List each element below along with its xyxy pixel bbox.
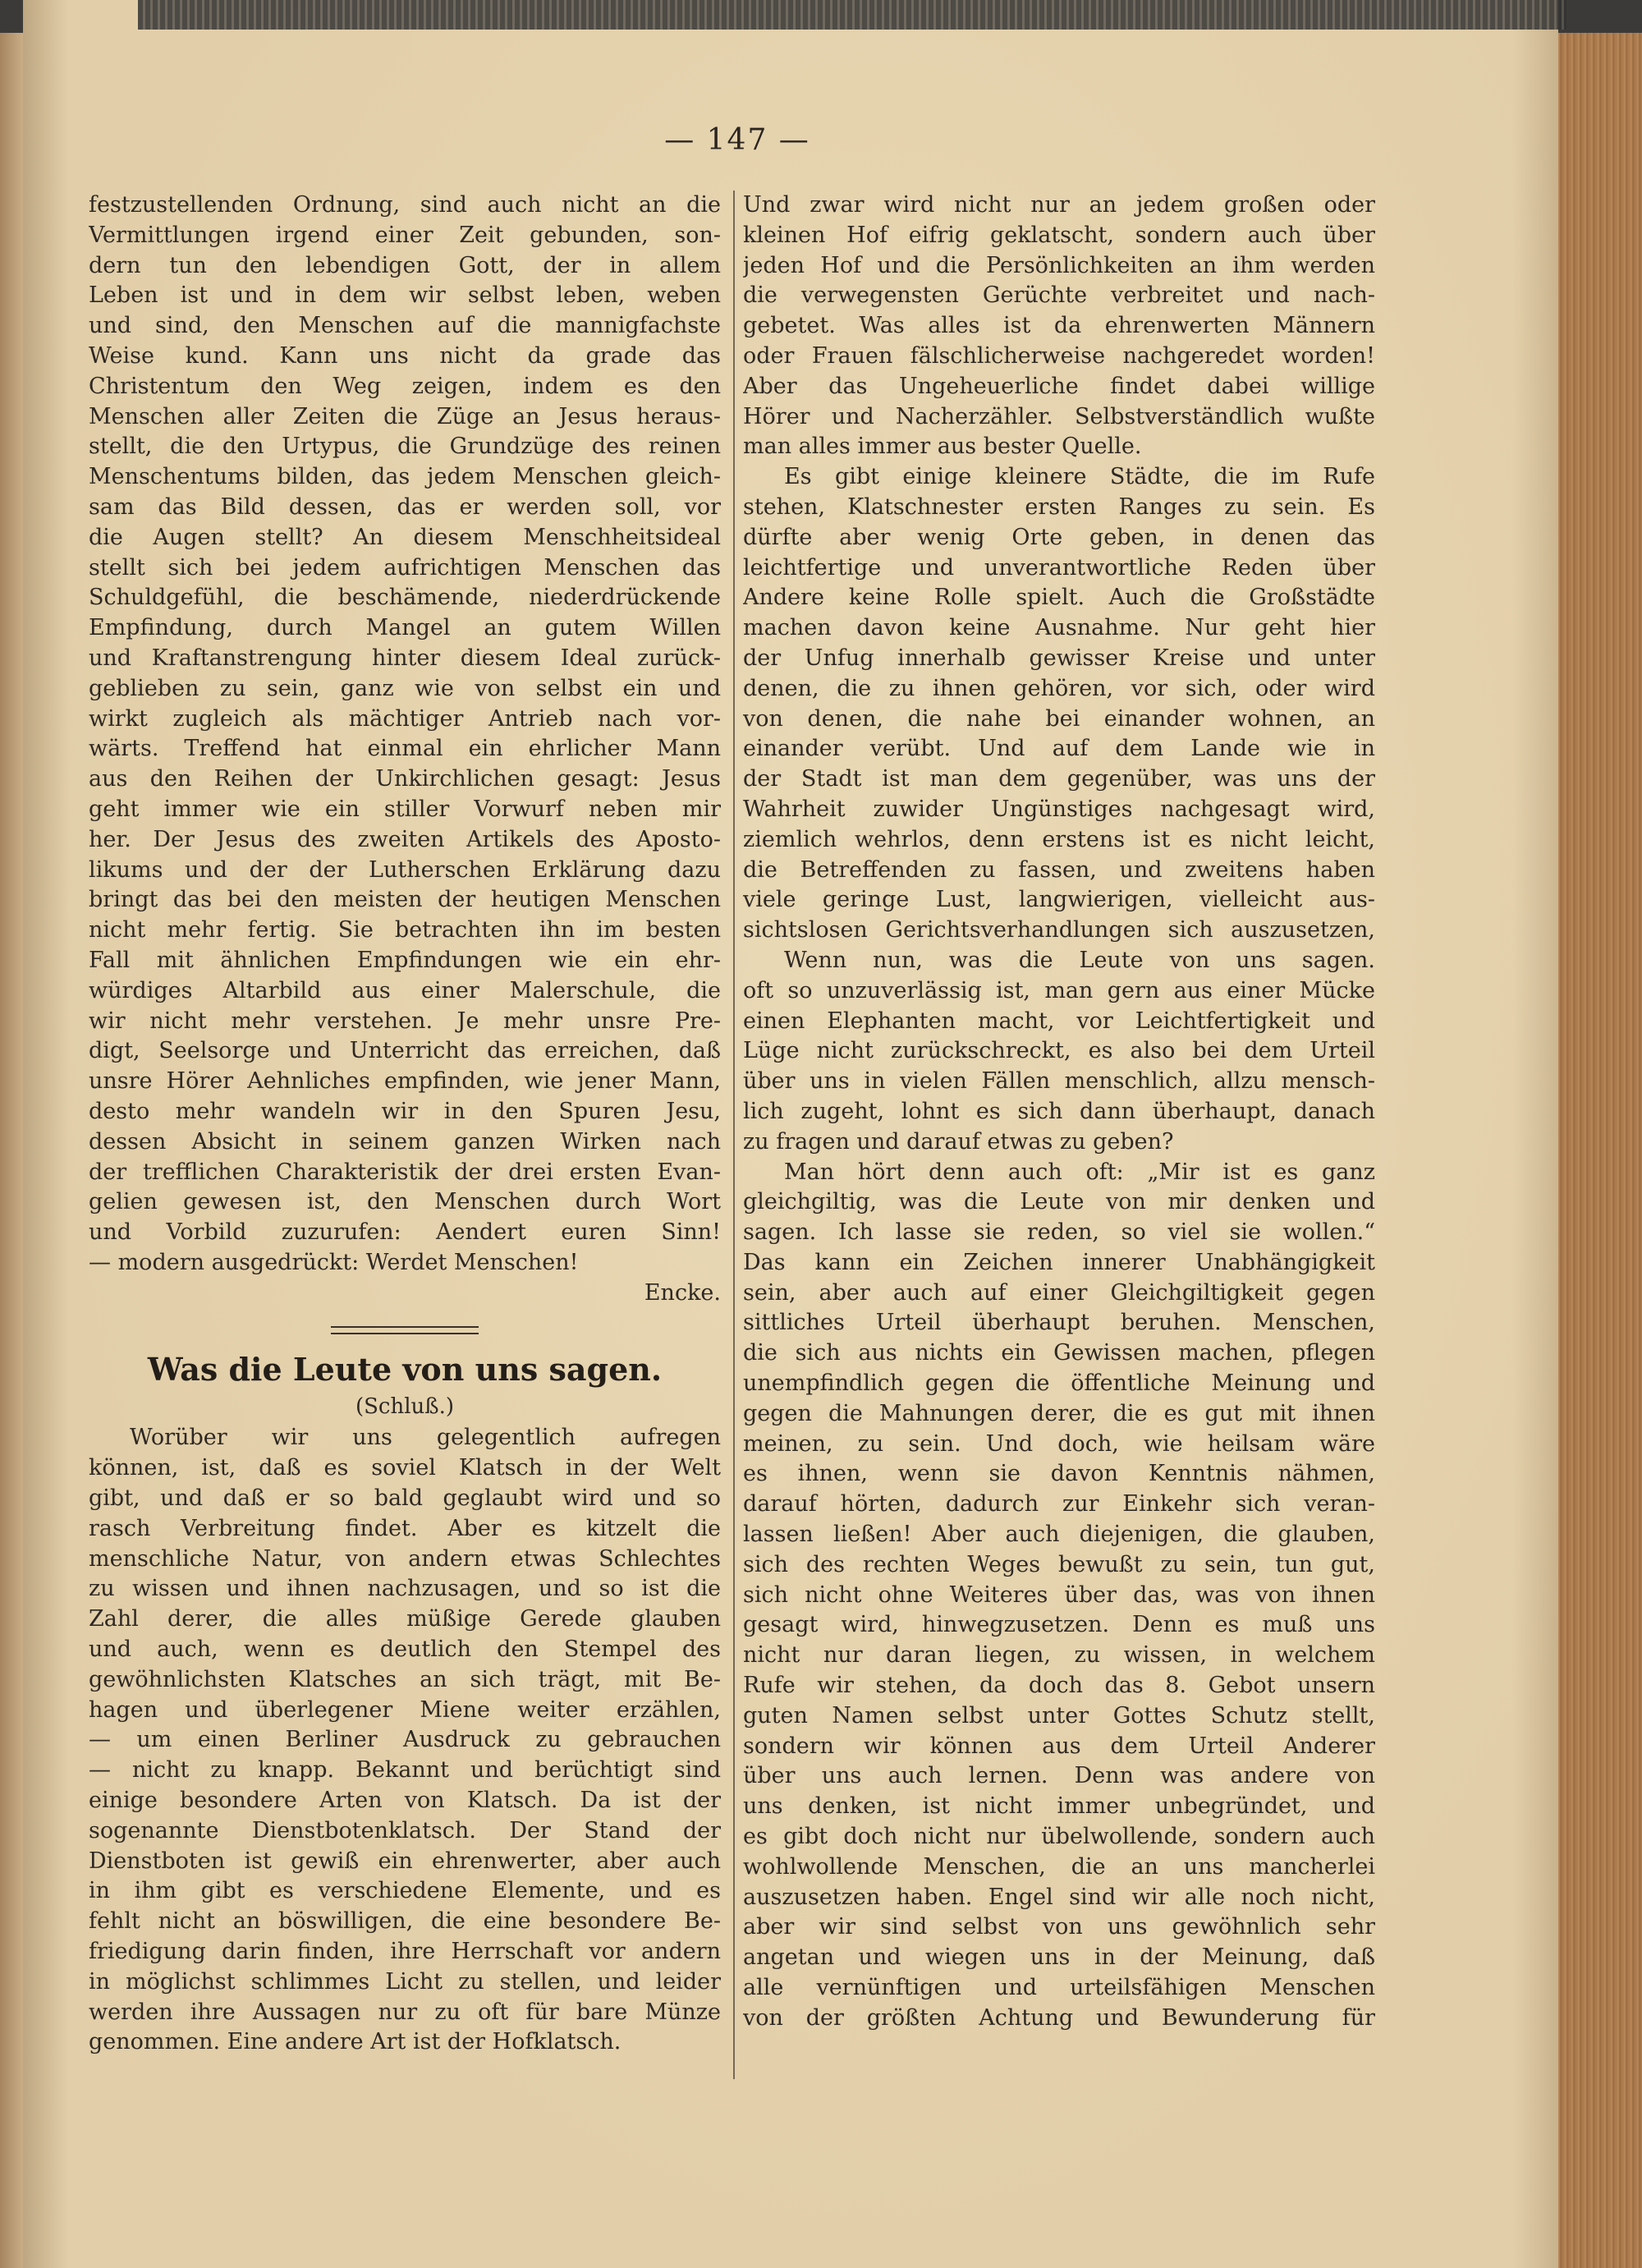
text-line: Es gibt einige kleinere Städte, die im Rufe [784,464,1375,490]
text-line: es ihnen, wenn sie davon Kenntnis nähmen, [743,1461,1375,1487]
text-line: oder Frauen fälschlicherweise nachgeredet worden! [743,342,1375,369]
text-line: es gibt doch nicht nur übelwollende, sondern auch [743,1824,1375,1850]
author-signature: Encke. [644,1279,721,1306]
text-line: wohlwollende Menschen, die an uns mancherlei [743,1853,1375,1880]
text-line: über uns auch lernen. Denn was andere von [743,1763,1375,1789]
text-line: Wahrheit zuwider Ungünstiges nachgesagt wird, [743,796,1375,822]
text-line: gewöhnlichsten Klatsches an sich trägt, mit Be- [89,1666,721,1692]
text-line: her. Der Jesus des zweiten Artikels des Aposto- [89,826,721,852]
text-line: gelien gewesen ist, den Menschen durch Wort [89,1189,721,1215]
text-line: und Vorbild zuzurufen: Aendert euren Sinn! [89,1219,721,1246]
text-line: genommen. Eine andere Art ist der Hofklatsch. [89,2029,621,2055]
text-line: wir nicht mehr verstehen. Je mehr unsre Pre- [89,1008,721,1034]
text-line: in ihm gibt es verschiedene Elemente, und es [89,1878,721,1904]
text-line: Wenn nun, was die Leute von uns sagen. [784,947,1375,973]
text-line: der trefflichen Charakteristik der drei ersten Evan- [89,1159,721,1185]
text-line: geblieben zu sein, ganz wie von selbst ein und [89,675,721,701]
column-divider [733,191,735,2079]
text-line: Weise kund. Kann uns nicht da grade das [89,342,721,369]
text-line: Christentum den Weg zeigen, indem es den [89,373,721,399]
text-line: denen, die zu ihnen gehören, vor sich, oder wird [743,675,1375,701]
book-fore-edge [1543,33,1642,2268]
text-line: desto mehr wandeln wir in den Spuren Jesu, [89,1098,721,1124]
text-line: alle vernünftigen und urteilsfähigen Menschen [743,1975,1375,2001]
text-line: Leben ist und in dem wir selbst leben, weben [89,282,721,309]
text-line: friedigung darin finden, ihre Herrschaft vor andern [89,1939,721,1965]
text-line: einander verübt. Und auf dem Lande wie in [743,736,1375,762]
text-line: zu fragen und darauf etwas zu geben? [743,1128,1174,1155]
text-line: festzustellenden Ordnung, sind auch nicht an die [89,192,721,218]
text-line: die Betreffenden zu fassen, und zweitens haben [743,856,1375,883]
text-line: sittliches Urteil überhaupt beruhen. Menschen, [743,1310,1375,1336]
text-line: einen Elephanten macht, vor Leichtfertigkeit und [743,1008,1375,1034]
text-line: der Stadt ist man dem gegenüber, was uns der [743,766,1375,792]
text-line: lassen ließen! Aber auch diejenigen, die glauben, [743,1522,1375,1548]
text-line: jeden Hof und die Persönlichkeiten an ihm werden [743,252,1375,278]
text-line: stellt, die den Urtypus, die Grundzüge des reinen [89,434,721,460]
text-line: lich zugeht, lohnt es sich dann überhaupt, danach [743,1098,1375,1124]
text-line: ziemlich wehrlos, denn erstens ist es nicht leicht, [743,826,1375,852]
text-line: gibt, und daß er so bald geglaubt wird und so [89,1485,721,1512]
article-subheading: (Schluß.) [355,1394,455,1420]
text-line: dessen Absicht in seinem ganzen Wirken nach [89,1128,721,1155]
text-line: und auch, wenn es deutlich den Stempel des [89,1637,721,1663]
text-line: gebetet. Was alles ist da ehrenwerten Männern [743,313,1375,339]
text-line: guten Namen selbst unter Gottes Schutz stellt, [743,1702,1375,1729]
text-line: sich des rechten Weges bewußt zu sein, tun gut, [743,1551,1375,1577]
left-column [89,191,721,2058]
text-line: würdiges Altarbild aus einer Malerschule, die [89,977,721,1003]
text-line: sein, aber auch auf einer Gleichgiltigkeit gegen [743,1279,1375,1306]
text-line: unempfindlich gegen die öffentliche Meinung und [743,1370,1375,1397]
section-divider [331,1326,479,1334]
text-line: angetan und wiegen uns in der Meinung, daß [743,1944,1375,1971]
text-line: nicht mehr fertig. Sie betrachten ihn im besten [89,917,721,943]
text-line: viele geringe Lust, langwierigen, vielleicht aus- [743,887,1375,913]
text-line: wirkt zugleich als mächtiger Antrieb nach vor- [89,705,721,732]
text-line: sagen. Ich lasse sie reden, so viel sie wollen.“ [743,1219,1375,1246]
text-line: dern tun den lebendigen Gott, der in allem [89,252,721,278]
text-line: — um einen Berliner Ausdruck zu gebrauchen [89,1727,721,1753]
text-line: einige besondere Arten von Klatsch. Da ist der [89,1788,721,1814]
text-line: digt, Seelsorge und Unterricht das erreichen, daß [89,1038,721,1064]
article-ending [89,191,721,1308]
text-line: in möglichst schlimmes Licht zu stellen, und leider [89,1968,721,1995]
text-line: unsre Hörer Aehnliches empfinden, wie jener Mann, [89,1068,721,1095]
article-body [89,1423,721,2058]
text-line: meinen, zu sein. Und doch, wie heilsam wäre [743,1430,1375,1457]
book-page [23,0,1558,2268]
facing-page-edge [0,33,23,2268]
text-line: Rufe wir stehen, da doch das 8. Gebot unsern [743,1673,1375,1699]
text-line: Man hört denn auch oft: „Mir ist es ganz [784,1159,1375,1185]
text-line: sondern wir können aus dem Urteil Anderer [743,1733,1375,1759]
text-line: darauf hörten, dadurch zur Einkehr sich veran- [743,1491,1375,1517]
text-line: uns denken, ist nicht immer unbegründet, und [743,1793,1375,1820]
text-line: stellt sich bei jedem aufrichtigen Menschen das [89,554,721,581]
text-line: sichtslosen Gerichtsverhandlungen sich auszusetzen, [743,917,1375,943]
text-line: aus den Reihen der Unkirchlichen gesagt: Jesus [89,766,721,792]
text-line: auszusetzen haben. Engel sind wir alle noch nicht, [743,1884,1375,1910]
text-line: die sich aus nichts ein Gewissen machen, pflegen [743,1340,1375,1366]
text-line: werden ihre Aussagen nur zu oft für bare Münze [89,1999,721,2025]
text-line: oft so unzuverlässig ist, man gern aus einer Mücke [743,977,1375,1003]
text-line: — modern ausgedrückt: Werdet Menschen! [89,1249,579,1275]
text-line: Schuldgefühl, die beschämende, niederdrückende [89,585,721,611]
text-line: rasch Verbreitung findet. Aber es kitzelt die [89,1515,721,1541]
text-line: Menschentums bilden, das jedem Menschen gleich- [89,464,721,490]
page-number: — 147 — [664,123,810,157]
text-line: likums und der der Lutherschen Erklärung dazu [89,856,721,883]
article-heading: Was die Leute von uns sagen. [147,1351,663,1389]
text-line: von der größten Achtung und Bewunderung für [743,2004,1375,2031]
text-line: gegen die Mahnungen derer, die es gut mit ihnen [743,1400,1375,1426]
text-line: Und zwar wird nicht nur an jedem großen oder [743,192,1375,218]
text-line: und Kraftanstrengung hinter diesem Ideal zurück- [89,645,721,671]
text-line: bringt das bei den meisten der heutigen Menschen [89,887,721,913]
text-line: Worüber wir uns gelegentlich aufregen [130,1425,721,1451]
text-line: Andere keine Rolle spielt. Auch die Großstädte [743,585,1375,611]
text-line: geht immer wie ein stiller Vorwurf neben mir [89,796,721,822]
text-line: Aber das Ungeheuerliche findet dabei willige [743,373,1375,399]
text-line: wärts. Treffend hat einmal ein ehrlicher Mann [89,736,721,762]
text-line: Zahl derer, die alles müßige Gerede glauben [89,1606,721,1632]
text-line: und sind, den Menschen auf die mannigfachste [89,313,721,339]
text-line: Empfindung, durch Mangel an gutem Willen [89,615,721,641]
text-line: hagen und überlegener Miene weiter erzählen, [89,1696,721,1723]
text-line: aber wir sind selbst von uns gewöhnlich sehr [743,1914,1375,1940]
page-top-edge [138,0,1566,30]
text-line: zu wissen und ihnen nachzusagen, und so ist die [89,1576,721,1602]
text-line: nicht nur daran liegen, zu wissen, in welchem [743,1642,1375,1669]
text-line: sam das Bild dessen, das er werden soll, vor [89,494,721,520]
text-line: Hörer und Nacherzähler. Selbstverständlich wußte [743,403,1375,429]
text-line: gleichgiltig, was die Leute von mir denken und [743,1189,1375,1215]
text-line: menschliche Natur, von andern etwas Schlechtes [89,1545,721,1572]
text-line: Das kann ein Zeichen innerer Unabhängigkeit [743,1249,1375,1275]
text-line: sogenannte Dienstbotenklatsch. Der Stand der [89,1817,721,1843]
text-line: — nicht zu knapp. Bekannt und berüchtigt sind [89,1757,721,1784]
text-line: dürfte aber wenig Orte geben, in denen das [743,524,1375,550]
text-line: über uns in vielen Fällen menschlich, allzu mensch- [743,1068,1375,1095]
right-column [743,191,1375,2034]
text-line: Menschen aller Zeiten die Züge an Jesus heraus- [89,403,721,429]
text-line: Dienstboten ist gewiß ein ehrenwerter, aber auch [89,1848,721,1874]
text-line: der Unfug innerhalb gewisser Kreise und unter [743,645,1375,671]
text-line: gesagt wird, hinwegzusetzen. Denn es muß uns [743,1612,1375,1638]
text-line: Lüge nicht zurückschreckt, es also bei dem Urteil [743,1038,1375,1064]
text-line: von denen, die nahe bei einander wohnen, an [743,705,1375,732]
text-line: stehen, Klatschnester ersten Ranges zu sein. Es [743,494,1375,520]
text-line: fehlt nicht an böswilligen, die eine besondere Be- [89,1908,721,1935]
text-line: sich nicht ohne Weiteres über das, was von ihnen [743,1582,1375,1608]
text-line: die verwegensten Gerüchte verbreitet und nach- [743,282,1375,309]
text-line: können, ist, daß es soviel Klatsch in der Welt [89,1455,721,1481]
text-line: Fall mit ähnlichen Empfindungen wie ein ehr- [89,947,721,973]
text-line: kleinen Hof eifrig geklatscht, sondern auch über [743,222,1375,248]
text-line: Vermittlungen irgend einer Zeit gebunden, son- [89,222,721,248]
text-line: die Augen stellt? An diesem Menschheitsideal [89,524,721,550]
text-line: leichtfertige und unverantwortliche Reden über [743,554,1375,581]
text-line: man alles immer aus bester Quelle. [743,434,1142,460]
text-line: machen davon keine Ausnahme. Nur geht hier [743,615,1375,641]
